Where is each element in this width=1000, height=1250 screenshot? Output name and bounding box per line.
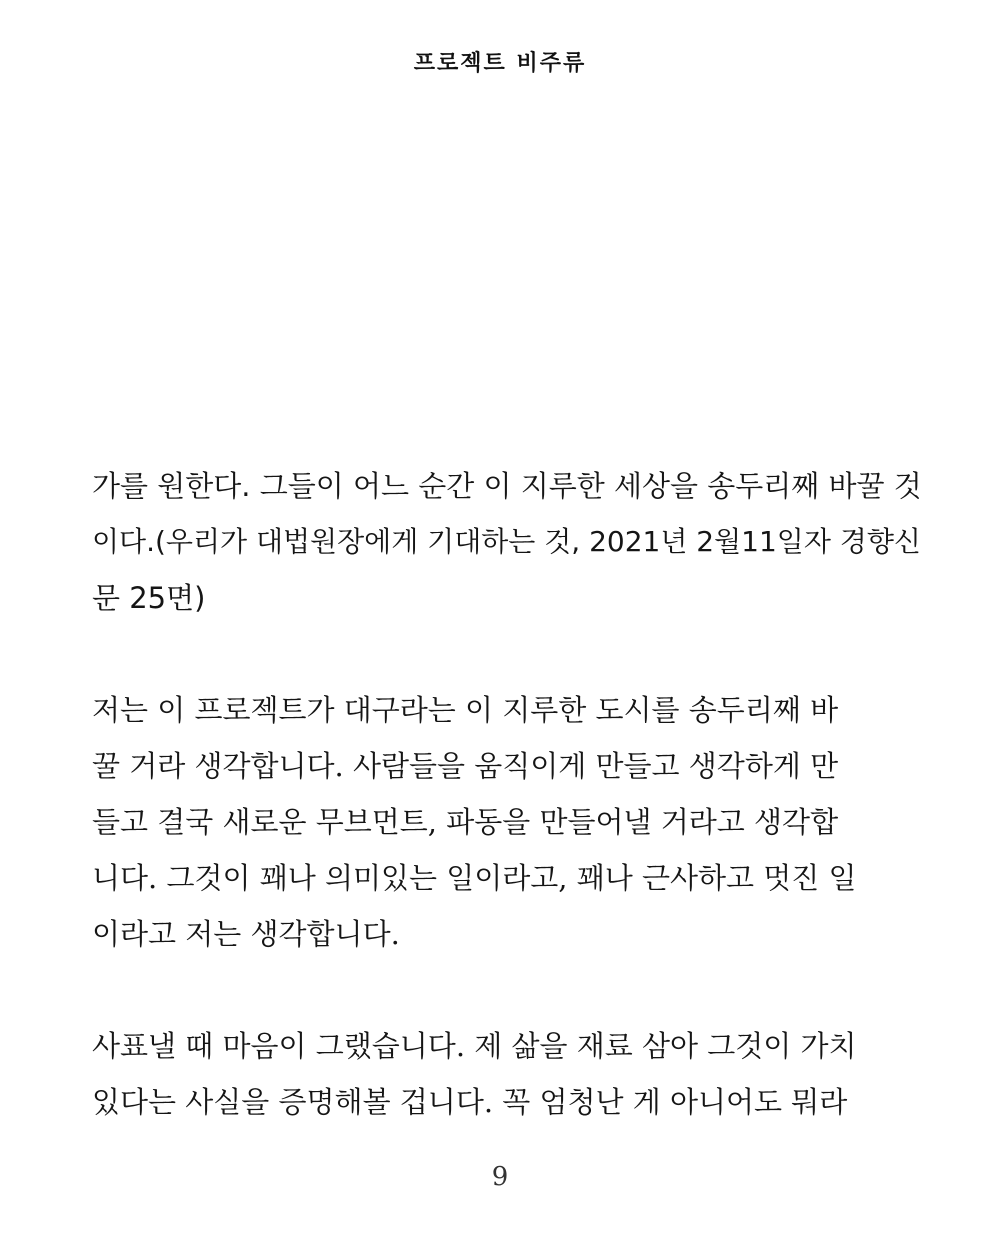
quote-line: 가를 원한다. 그들이 어느 순간 이 지루한 세상을 송두리째 바꿀 것: [92, 469, 922, 503]
paragraph-line: 들고 결국 새로운 무브먼트, 파동을 만들어낼 거라고 생각합: [92, 805, 839, 839]
quote-line: 이다.(우리가 대법원장에게 기대하는 것, 2021년 2월11일자 경향신: [92, 525, 921, 558]
paragraph-line: 사표낼 때 마음이 그랬습니다. 제 삶을 재료 삼아 그것이 가치: [92, 1029, 857, 1063]
paragraph-line: 꿀 거라 생각합니다. 사람들을 움직이게 만들고 생각하게 만: [92, 749, 839, 783]
page-number: 9: [491, 1162, 509, 1192]
paragraph-line: 니다. 그것이 꽤나 의미있는 일이라고, 꽤나 근사하고 멋진 일: [92, 861, 857, 895]
paragraph-line: 이라고 저는 생각합니다.: [92, 917, 400, 951]
quote-line: 문 25면): [92, 581, 206, 615]
running-header: 프로젝트 비주류: [413, 51, 587, 76]
paragraph-line: 있다는 사실을 증명해볼 겁니다. 꼭 엄청난 게 아니어도 뭐라: [92, 1085, 848, 1119]
paragraph-line: 저는 이 프로젝트가 대구라는 이 지루한 도시를 송두리째 바: [92, 693, 839, 727]
